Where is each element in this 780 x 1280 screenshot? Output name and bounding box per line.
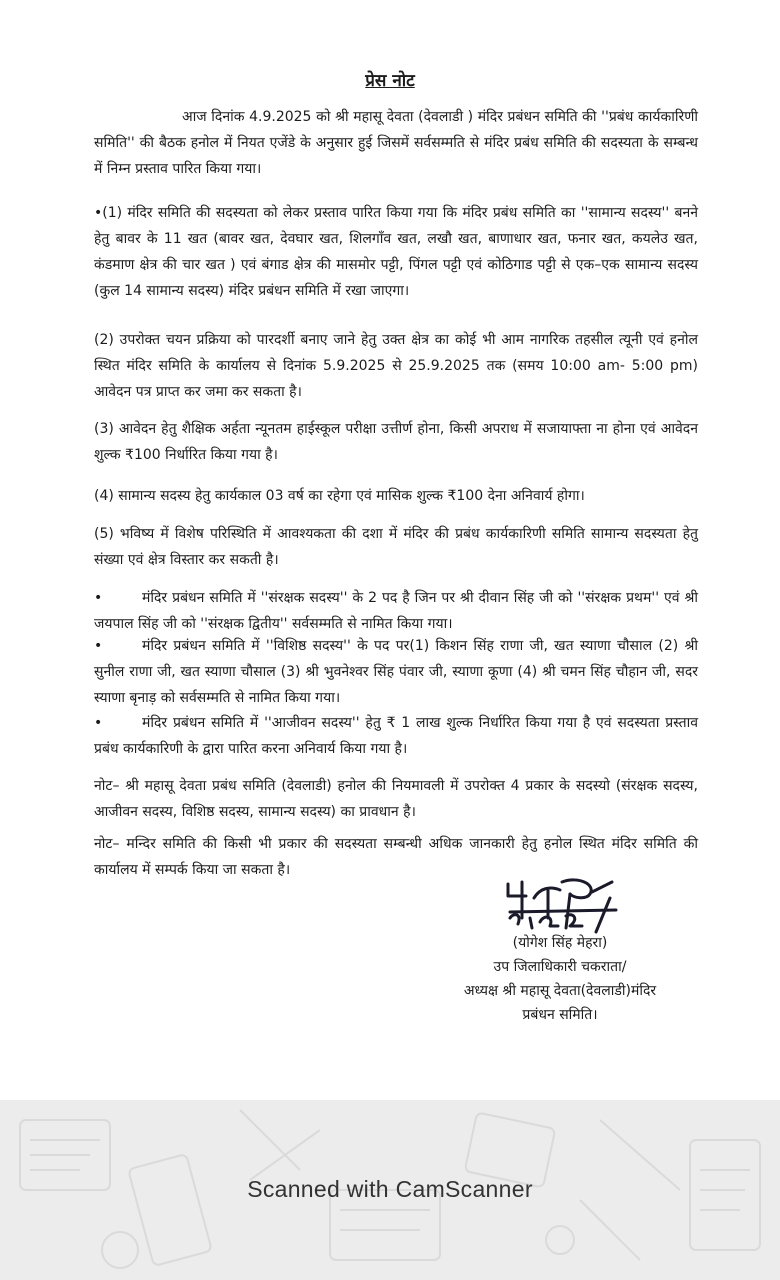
resolution-1: •(1) मंदिर समिति की सदस्यता को लेकर प्रस्ताव पारित किया गया कि मंदिर प्रबंध समिति का ''सामान्य सदस्य'' बनने हेतु बावर के 11 खत (बावर खत, देवघार खत, शिलगाँव खत, लखौ खत, बाणाधार खत, फनार खत, कयलेउ खत, कंडमाण क्षेत्र की चार खत ) एवं बंगाड क्षेत्र की मासमोर पट्टी, पिंगल पट्टी एवं कोठिगाड पट्टी से एक–एक सामान्य सदस्य (कुल 14 सामान्य सदस्य) मंदिर प्रबंधन समिति में रखा जाएगा।	[94, 205, 698, 299]
camscanner-footer	[0, 1100, 780, 1280]
note-2: नोट– मन्दिर समिति की किसी भी प्रकार की सदस्यता सम्बन्धी अधिक जानकारी हेतु हनोल स्थित मंदिर समिति की कार्यालय में सम्पर्क किया जा सकता है।	[94, 836, 698, 878]
bullet-dot: •	[94, 590, 103, 606]
bullet-dot: •	[94, 715, 103, 731]
bullet-text: मंदिर प्रबंधन समिति में ''विशिष्ठ सदस्य'' के पद पर(1) किशन सिंह राणा जी, खत स्याणा चौसाल (2) श्री सुनील राणा जी, खत स्याणा चौसाल (3) श्री भुवनेश्वर सिंह पंवार जी, स्याणा कूणा (4) श्री चमन सिंह चौहान जी, सदर स्याणा बृनाड़ को सर्वसम्मति से नामित किया गया।	[94, 638, 698, 706]
intro-paragraph: आज दिनांक 4.9.2025 को श्री महासू देवता (देवलाडी ) मंदिर प्रबंधन समिति की ''प्रबंध कार्यकारिणी समिति'' की बैठक हनोल में नियत एजेंडे के अनुसार हुई जिसमें सर्वसम्मति से मंदिर प्रबंध समिति की सदस्यता के सम्बन्ध में निम्न प्रस्ताव पारित किया गया।	[94, 109, 698, 177]
signatory-designation-2: अध्यक्ष श्री महासू देवता(देवलाडी)मंदिर	[463, 983, 657, 999]
resolution-3: (3) आवेदन हेतु शैक्षिक अर्हता न्यूनतम हाईस्कूल परीक्षा उत्तीर्ण होना, किसी अपराध में सजायाफ्ता ना होना एवं आवेदन शुल्क ₹100 निर्धारित किया गया है।	[94, 421, 698, 463]
bullet-dot: •	[94, 638, 103, 654]
handwritten-signature	[500, 878, 630, 938]
note-1: नोट– श्री महासू देवता प्रबंध समिति (देवलाडी) हनोल की नियमावली में उपरोक्त 4 प्रकार के सदस्यो (संरक्षक सदस्य, आजीवन सदस्य, विशिष्ठ सदस्य, सामान्य सदस्य) का प्रावधान है।	[94, 778, 698, 820]
page-title: प्रेस नोट	[365, 71, 415, 91]
bullet-text: मंदिर प्रबंधन समिति में ''संरक्षक सदस्य'' के 2 पद है जिन पर श्री दीवान सिंह जी को ''संरक्षक प्रथम'' एवं श्री जयपाल सिंह जी को ''संरक्षक द्वितीय'' सर्वसम्मति से नामित किया गया।	[94, 590, 698, 632]
bullet-item	[94, 710, 698, 762]
resolution-5: (5) भविष्य में विशेष परिस्थिति में आवश्यकता की दशा में मंदिर की प्रबंध कार्यकारिणी समिति सामान्य सदस्यता हेतु संख्या एवं क्षेत्र विस्तार कर सकती है।	[94, 526, 698, 568]
watermark-text: Scanned with CamScanner	[247, 1176, 533, 1202]
resolution-4: (4) सामान्य सदस्य हेतु कार्यकाल 03 वर्ष का रहेगा एवं मासिक शुल्क ₹100 देना अनिवार्य होगा।	[94, 488, 585, 504]
resolution-2: (2) उपरोक्त चयन प्रक्रिया को पारदर्शी बनाए जाने हेतु उक्त क्षेत्र का कोई भी आम नागरिक तहसील त्यूनी एवं हनोल स्थित मंदिर समिति के कार्यालय से दिनांक 5.9.2025 से 25.9.2025 तक (समय 10:00 am- 5:00 pm) आवेदन पत्र प्राप्त कर जमा कर सकता है।	[94, 332, 698, 400]
signatory-designation-1: उप जिलाधिकारी चकराता/	[493, 959, 627, 975]
bullet-text: मंदिर प्रबंधन समिति में ''आजीवन सदस्य'' हेतु ₹ 1 लाख शुल्क निर्धारित किया गया है एवं सदस्यता प्रस्ताव प्रबंध कार्यकारिणी के द्वारा पारित करना अनिवार्य किया गया है।	[94, 715, 698, 757]
signatory-name: (योगेश सिंह मेहरा)	[512, 935, 608, 951]
bullet-item	[94, 633, 698, 711]
bullet-item	[94, 585, 698, 637]
signatory-designation-3: प्रबंधन समिति।	[522, 1007, 598, 1023]
